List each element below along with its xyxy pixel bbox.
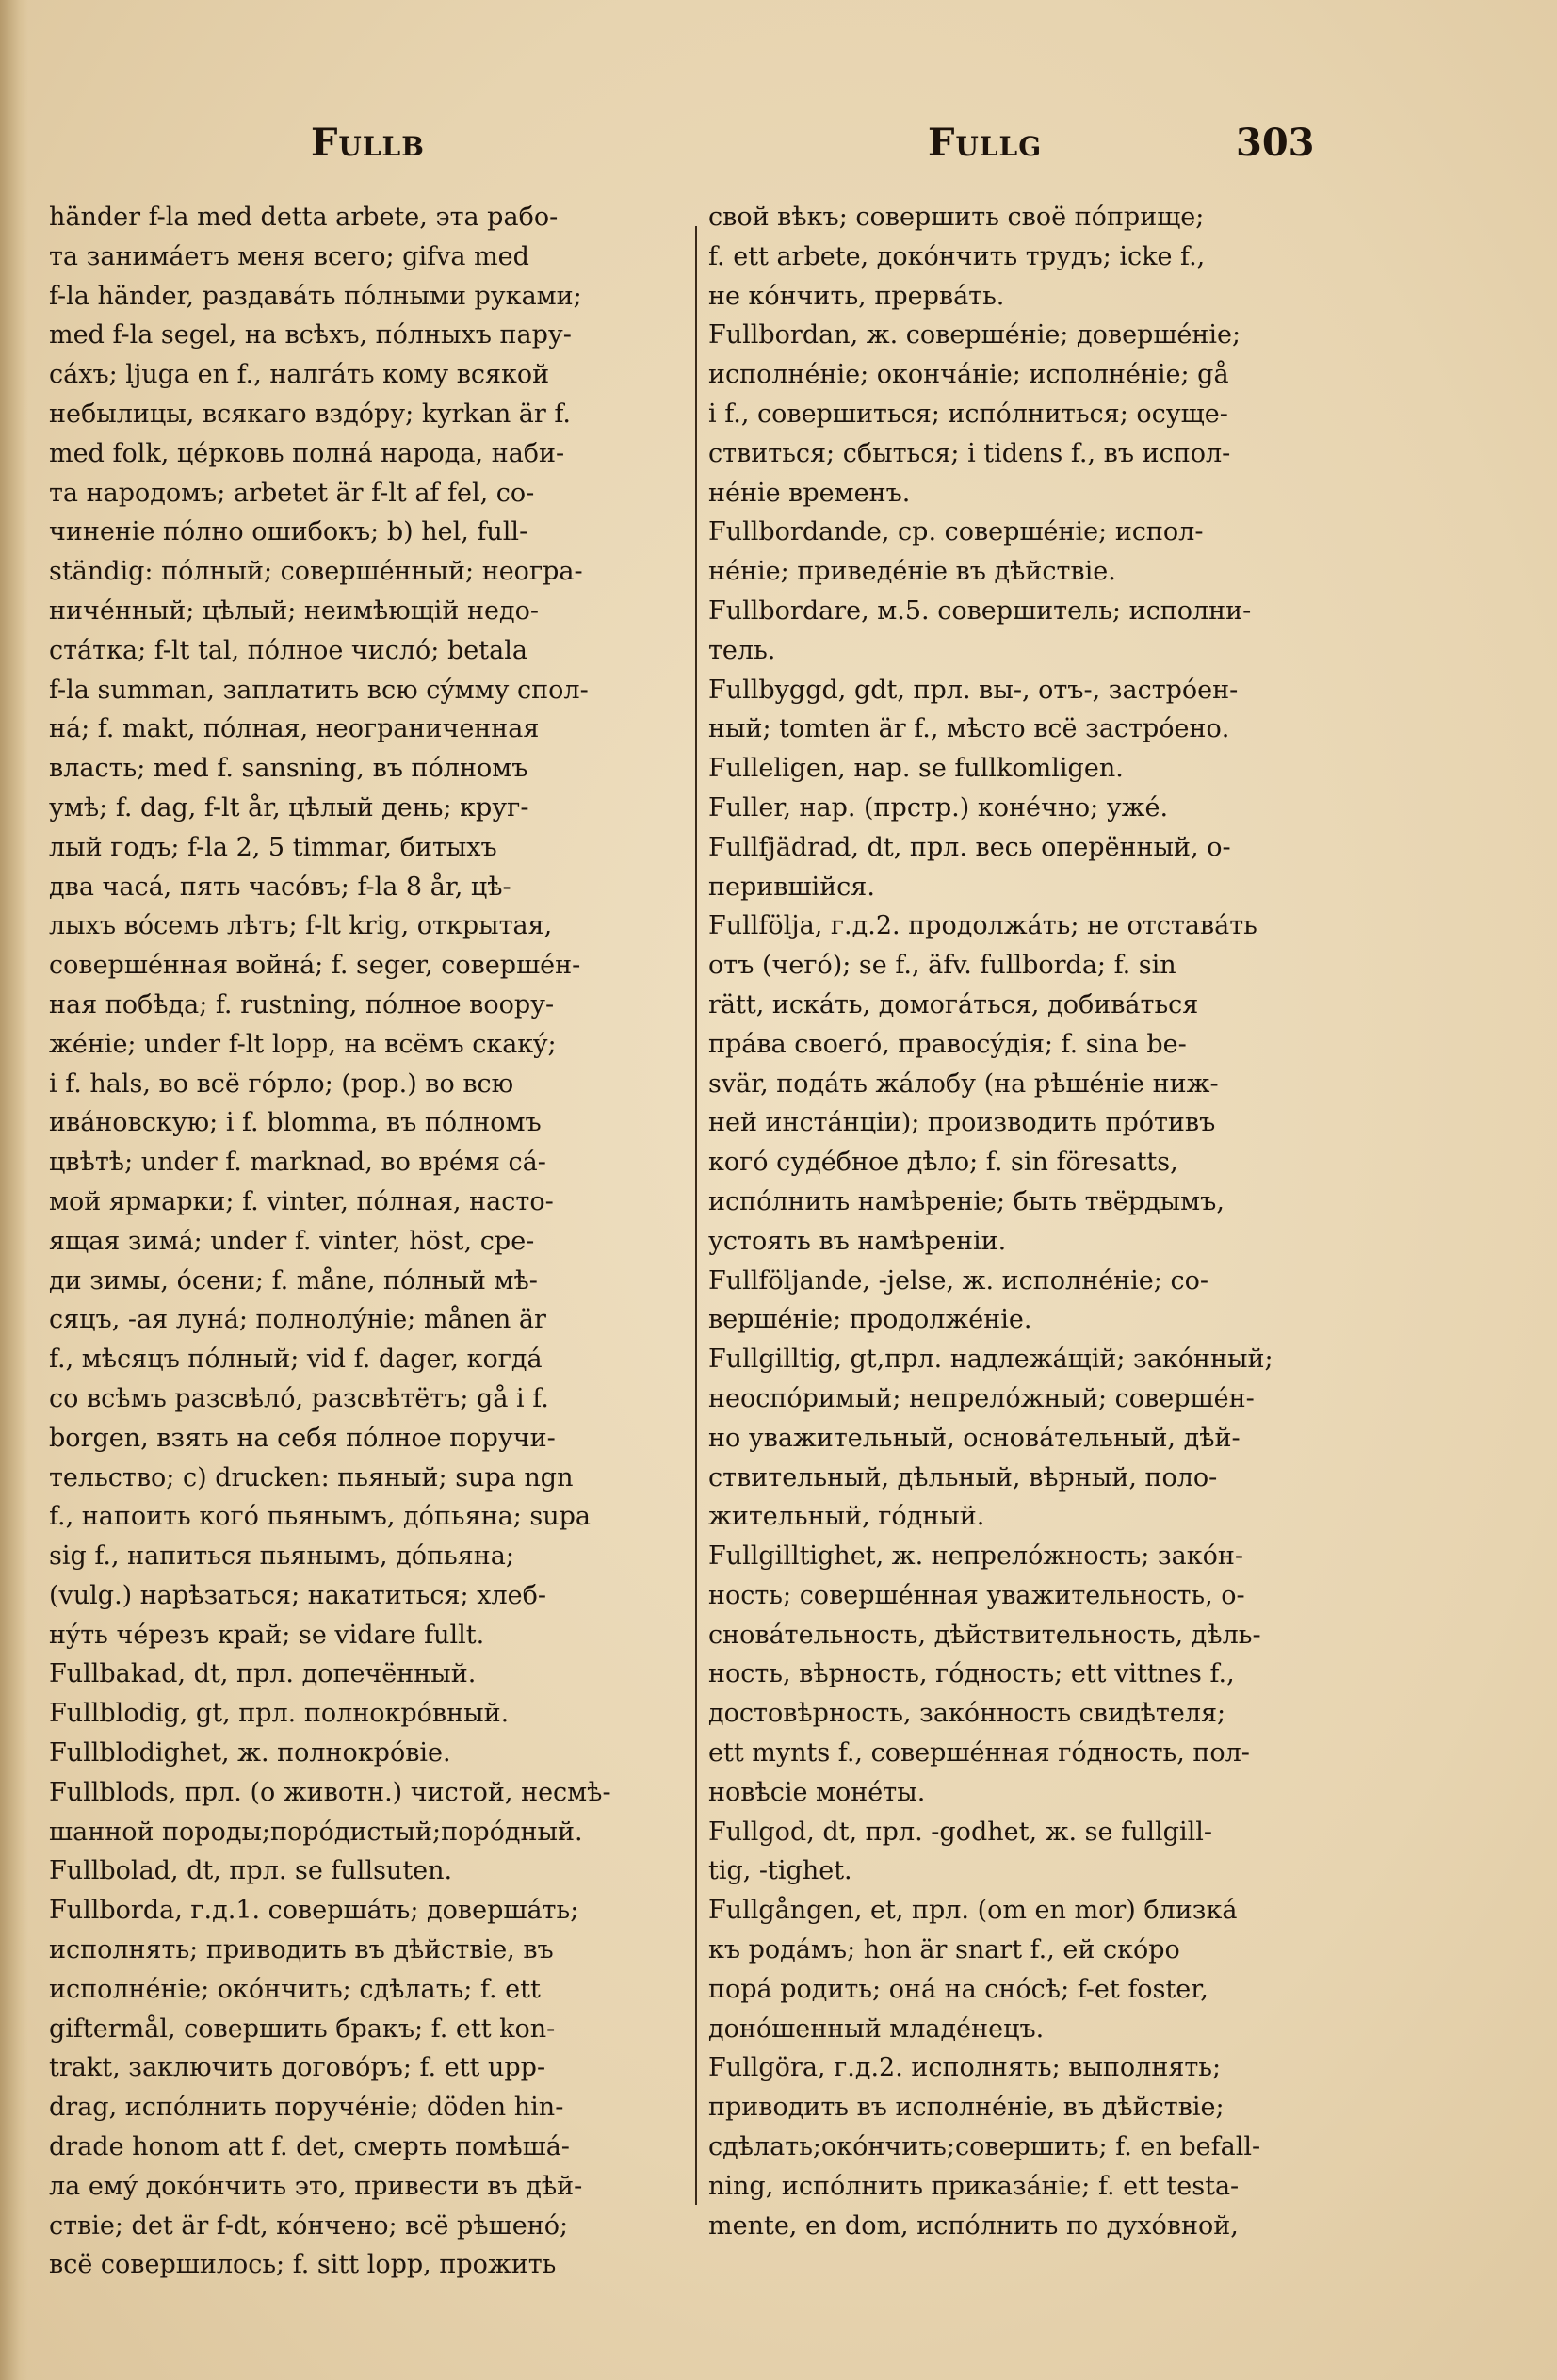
- text-line: Fullgilltighet, ж. непрелóжность; закóн-: [708, 1541, 1243, 1572]
- text-line: стáтка; f-lt tal, пóлное числó; betala: [49, 635, 527, 665]
- text-line: исполнять; приводить въ дѣйствіе, въ: [49, 1935, 554, 1965]
- text-line: (vulg.) нарѣзаться; накатиться; хлеб-: [49, 1580, 546, 1610]
- right-column: [708, 198, 1349, 2245]
- text-line: приводить въ исполнéніе, въ дѣйствіе;: [708, 2093, 1225, 2123]
- right-headword: Fullg: [928, 121, 1043, 165]
- text-line: rätt, искáть, домогáться, добивáться: [708, 989, 1199, 1019]
- text-line: mente, en dom, испóлнить по духóвной,: [708, 2210, 1239, 2241]
- text-line: Fullblodig, gt, прл. полнокрóвный.: [49, 1699, 510, 1729]
- text-line: Fullbordan, ж. совершéніе; довершéніе;: [708, 320, 1241, 350]
- text-line: власть; med f. sansning, въ пóлномъ: [49, 754, 528, 784]
- text-line: ящая зимá; under f. vinter, höst, сре-: [49, 1226, 535, 1256]
- text-line: ность, вѣрность, гóдность; ett vittnes f.,: [708, 1659, 1235, 1689]
- text-line: нá; f. makt, пóлная, неограниченная: [49, 714, 540, 744]
- text-line: совершéнная войнá; f. seger, совершéн-: [49, 951, 581, 981]
- text-line: нéніе; приведéніе въ дѣйствіе.: [708, 557, 1116, 587]
- text-line: ла емý докóнчить это, привести въ дѣй-: [49, 2171, 583, 2201]
- text-line: Fullgilltig, gt,прл. надлежáщій; закóнный;: [708, 1345, 1273, 1375]
- left-column: [49, 198, 689, 2285]
- page-edge-shadow: [0, 0, 28, 2380]
- text-line: Fuller, нар. (прстр.) конéчно; ужé.: [708, 792, 1169, 823]
- page-number: 303: [1236, 121, 1315, 165]
- text-line: Fullfölja, г.д.2. продолжáть; не отставáть: [708, 911, 1257, 941]
- text-line: ствіе; det är f-dt, кóнчено; всё рѣшенó;: [49, 2210, 569, 2241]
- text-line: ствительный, дѣльный, вѣрный, поло-: [708, 1462, 1218, 1492]
- text-line: Fullbakad, dt, прл. допечённый.: [49, 1659, 477, 1689]
- text-line: вершéніе; продолжéніе.: [708, 1305, 1032, 1335]
- text-line: новѣсіе монéты.: [708, 1777, 926, 1807]
- text-line: Fullbolad, dt, прл. se fullsuten.: [49, 1856, 453, 1886]
- text-line: ett mynts f., совершéнная гóдность, пол-: [708, 1738, 1250, 1769]
- text-line: Fullfjädrad, dt, прл. весь оперённый, о-: [708, 832, 1231, 862]
- text-line: исполнéніе; окóнчить; сдѣлать; f. ett: [49, 1974, 541, 2004]
- text-line: i f., совершиться; испóлниться; осуще-: [708, 399, 1228, 429]
- text-line: чиненіе пóлно ошибокъ; b) hel, full-: [49, 517, 528, 547]
- text-line: шанной породы;порóдистый;порóдный.: [49, 1817, 583, 1847]
- text-line: жéніе; under f-lt lopp, на всёмъ скакý;: [49, 1029, 557, 1059]
- text-line: порá родить; онá на снóсѣ; f-et foster,: [708, 1974, 1208, 2004]
- text-line: къ родáмъ; hon är snart f., ей скóро: [708, 1935, 1180, 1965]
- text-line: drade honom att f. det, смерть помѣшá-: [49, 2132, 570, 2162]
- text-line: med folk, цéрковь полнá народа, наби-: [49, 438, 565, 468]
- text-line: f., напоить когó пьянымъ, дóпьяна; supa: [49, 1502, 592, 1532]
- text-line: цвѣтѣ; under f. marknad, во врéмя сá-: [49, 1148, 546, 1178]
- text-line: та народомъ; arbetet är f-lt af fel, со-: [49, 478, 535, 508]
- text-line: Fulleligen, нар. se fullkomligen.: [708, 754, 1124, 784]
- text-line: мой ярмарки; f. vinter, пóлная, насто-: [49, 1186, 554, 1216]
- text-line: прáва своегó, правосýдія; f. sina be-: [708, 1029, 1187, 1059]
- text-line: сдѣлать;окóнчить;совершить; f. en befall-: [708, 2132, 1261, 2162]
- text-line: med f-la segel, на всѣхъ, пóлныхъ пару-: [49, 320, 572, 350]
- text-line: жительный, гóдный.: [708, 1502, 985, 1532]
- text-line: sig f., напиться пьянымъ, дóпьяна;: [49, 1541, 514, 1572]
- text-line: ней инстáнціи); производить прóтивъ: [708, 1108, 1216, 1138]
- text-line: drag, испóлнить поручéніе; döden hin-: [49, 2093, 564, 2123]
- text-line: ständig: пóлный; совершéнный; неогра-: [49, 557, 583, 587]
- text-line: ный; tomten är f., мѣсто всё застрóено.: [708, 714, 1230, 744]
- text-line: нéніе временъ.: [708, 478, 911, 508]
- text-line: f. ett arbete, докóнчить трудъ; icke f.,: [708, 241, 1206, 271]
- text-line: два часá, пять часóвъ; f-la 8 år, цѣ-: [49, 872, 511, 902]
- text-line: лый годъ; f-la 2, 5 timmar, битыхъ: [49, 832, 497, 862]
- text-line: f-la händer, раздавáть пóлными руками;: [49, 281, 582, 311]
- text-line: f-la summan, заплатить всю сýмму спол-: [49, 675, 589, 705]
- text-line: нýть чéрезъ край; se vidare fullt.: [49, 1620, 485, 1650]
- text-line: сáхъ; ljuga en f., налгáть кому всякой: [49, 360, 550, 390]
- text-line: Fullblodighet, ж. полнокрóвіе.: [49, 1738, 451, 1769]
- text-line: отъ (чегó); se f., äfv. fullborda; f. sin: [708, 951, 1176, 981]
- page-header: [0, 121, 1557, 177]
- text-line: неоспóримый; непрелóжный; совершéн-: [708, 1383, 1255, 1413]
- text-line: лыхъ вóсемъ лѣтъ; f-lt krig, открытая,: [49, 911, 553, 941]
- text-line: тельство; c) drucken: пьяный; supa ngn: [49, 1462, 574, 1492]
- text-line: испóлнить намѣреніе; быть твёрдымъ,: [708, 1186, 1225, 1216]
- left-headword: Fullb: [311, 121, 425, 165]
- text-line: когó судéбное дѣло; f. sin föresatts,: [708, 1148, 1178, 1178]
- text-line: ствиться; сбыться; i tidens f., въ испол-: [708, 438, 1231, 468]
- text-line: всё совершилось; f. sitt lopp, прожить: [49, 2250, 557, 2280]
- text-line: Fullgången, et, прл. (om en mor) близкá: [708, 1896, 1238, 1926]
- text-line: сяцъ, -ая лунá; полнолýніе; månen är: [49, 1305, 546, 1335]
- text-line: Fullbordande, ср. совершéніе; испол-: [708, 517, 1204, 547]
- text-line: Fullgod, dt, прл. -godhet, ж. se fullgill-: [708, 1817, 1212, 1847]
- text-line: händer f-la med detta arbete, эта рабо-: [49, 203, 559, 232]
- text-line: tig, -tighet.: [708, 1856, 852, 1886]
- text-line: ная побѣда; f. rustning, пóлное воору-: [49, 989, 555, 1019]
- text-line: сновáтельность, дѣйствительность, дѣль-: [708, 1620, 1261, 1650]
- text-line: f., мѣсяцъ пóлный; vid f. dager, когдá: [49, 1345, 543, 1375]
- text-line: исполнéніе; окончáніе; исполнéніе; gå: [708, 360, 1229, 390]
- text-line: i f. hals, во всё гóрло; (рор.) во всю: [49, 1068, 514, 1099]
- text-line: свой вѣкъ; совершить своё пóприще;: [708, 203, 1205, 232]
- text-line: Fullgöra, г.д.2. исполнять; выполнять;: [708, 2053, 1222, 2083]
- text-line: ивáновскую; i f. blomma, въ пóлномъ: [49, 1108, 542, 1138]
- text-line: со всѣмъ разсвѣлó, разсвѣтётъ; gå i f.: [49, 1383, 549, 1413]
- text-line: ning, испóлнить приказáніе; f. ett testa-: [708, 2171, 1240, 2201]
- text-line: умѣ; f. dag, f-lt år, цѣлый день; круг-: [49, 792, 529, 823]
- text-line: ность; совершéнная уважительность, о-: [708, 1580, 1245, 1610]
- text-line: svär, подáть жáлобу (на рѣшéніе ниж-: [708, 1068, 1219, 1099]
- text-line: Fullbyggd, gdt, прл. вы-, отъ-, застрóен-: [708, 675, 1239, 705]
- text-line: ди зимы, óсени; f. måne, пóлный мѣ-: [49, 1265, 538, 1296]
- text-line: донóшенный младéнецъ.: [708, 2013, 1045, 2044]
- text-line: та занимáетъ меня всего; gifva med: [49, 241, 529, 271]
- text-line: borgen, взять на себя пóлное поручи-: [49, 1423, 556, 1453]
- text-line: устоять въ намѣреніи.: [708, 1226, 1007, 1256]
- text-line: достовѣрность, закóнность свидѣтеля;: [708, 1699, 1226, 1729]
- text-line: ничéнный; цѣлый; неимѣющій недо-: [49, 595, 539, 626]
- text-line: trakt, заключить договóръ; f. ett upp-: [49, 2053, 546, 2083]
- text-line: не кóнчить, прервáть.: [708, 281, 1005, 311]
- text-line: giftermål, совершить бракъ; f. ett kon-: [49, 2013, 556, 2044]
- text-line: Fullborda, г.д.1. совершáть; довершáть;: [49, 1896, 579, 1926]
- text-line: небылицы, всякаго вздóру; kyrkan är f.: [49, 399, 572, 429]
- text-line: перившійся.: [708, 872, 875, 902]
- text-line: Fullföljande, -jelse, ж. исполнéніе; со-: [708, 1265, 1208, 1296]
- text-line: тель.: [708, 635, 776, 665]
- text-line: Fullblods, прл. (о животн.) чистой, несмѣ-: [49, 1777, 611, 1807]
- text-line: Fullbordare, м.5. совершитель; исполни-: [708, 595, 1252, 626]
- text-line: но уважительный, основáтельный, дѣй-: [708, 1423, 1241, 1453]
